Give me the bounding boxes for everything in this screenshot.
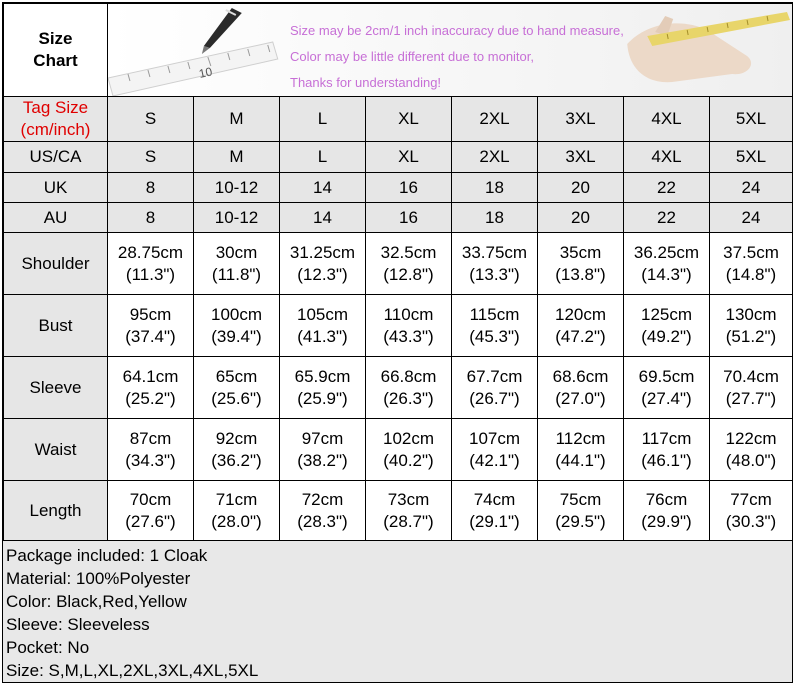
inch-value: (29.5") (555, 512, 606, 531)
inch-value: (29.1") (469, 512, 520, 531)
inch-value: (14.3") (641, 264, 692, 284)
measure-cell (280, 233, 366, 295)
info-line-pocket: Pocket: No (6, 638, 90, 657)
banner-row (4, 4, 793, 97)
cm-value: 71cm (215, 490, 258, 509)
measure-cell (366, 295, 452, 357)
cm-value: 66.8cm (380, 366, 437, 386)
measure-cell (108, 357, 194, 419)
inch-value: (40.2") (383, 450, 434, 470)
inch-value: (27.6") (125, 512, 176, 531)
inch-value: (26.3") (383, 388, 434, 408)
measure-row-sleeve (4, 357, 793, 419)
measure-cell (452, 419, 538, 481)
size-cell: 10-12 (194, 203, 280, 233)
size-cell: 24 (710, 203, 793, 233)
size-cell: 16 (366, 173, 452, 203)
cm-value: 105cm (296, 304, 349, 324)
row-label: Waist (4, 419, 108, 481)
inch-value: (29.9") (641, 512, 692, 531)
cm-value: 97cm (301, 428, 344, 448)
size-cell: 16 (366, 203, 452, 233)
inch-value: (25.2") (125, 388, 176, 408)
measure-cell (710, 295, 793, 357)
inch-value: (27.4") (641, 388, 692, 408)
measure-cell (108, 419, 194, 481)
cm-value: 64.1cm (122, 366, 179, 386)
inch-value: (25.9") (297, 388, 348, 408)
cm-value: 130cm (725, 304, 777, 324)
note-line: Thanks for understanding! (290, 75, 442, 90)
tag-size-cell: L (280, 97, 366, 142)
tag-size-cell: 4XL (624, 97, 710, 142)
tag-size-cell: S (108, 97, 194, 142)
measure-cell (280, 481, 366, 542)
measure-cell (452, 481, 538, 542)
info-line-sleeve: Sleeve: Sleeveless (6, 615, 150, 634)
cm-value: 76cm (645, 490, 688, 509)
cm-value: 75cm (559, 490, 602, 509)
measure-row-shoulder (4, 233, 793, 295)
inch-value: (45.3") (469, 326, 520, 346)
inch-value: (26.7") (469, 388, 520, 408)
inch-value: (11.8") (211, 264, 262, 284)
size-cell: S (108, 142, 194, 173)
measure-cell (538, 481, 624, 542)
cm-value: 37.5cm (723, 242, 779, 262)
measure-cell (624, 295, 710, 357)
inch-value: (46.1") (641, 450, 692, 470)
cm-value: 70.4cm (723, 366, 779, 386)
size-chart-title (4, 4, 108, 97)
cm-value: 72cm (301, 490, 344, 509)
title-line-1: Size (38, 29, 73, 48)
measure-cell (108, 481, 194, 542)
measure-cell (280, 295, 366, 357)
inch-value: (30.3") (725, 512, 777, 531)
size-chart-table (3, 3, 793, 542)
measure-cell (194, 481, 280, 542)
info-line-color: Color: Black,Red,Yellow (6, 592, 187, 611)
inch-value: (27.7") (725, 388, 777, 408)
inch-value: (28.7") (383, 512, 434, 531)
cm-value: 110cm (383, 304, 434, 324)
cm-value: 95cm (129, 304, 172, 324)
inch-value: (48.0") (725, 450, 777, 470)
cm-value: 77cm (730, 490, 772, 509)
inch-value: (43.3") (383, 326, 434, 346)
ruler-number: 10 (197, 64, 214, 81)
inch-value: (28.0") (211, 512, 262, 531)
title-line-2: Chart (33, 51, 78, 70)
measure-cell (366, 419, 452, 481)
size-cell: 24 (710, 173, 793, 203)
cm-value: 65cm (215, 366, 258, 386)
cm-value: 30cm (215, 242, 258, 262)
measure-cell (366, 357, 452, 419)
tag-size-cell: 5XL (710, 97, 793, 142)
measure-row-bust (4, 295, 793, 357)
size-cell: L (280, 142, 366, 173)
cm-value: 67.7cm (466, 366, 523, 386)
cm-value: 73cm (387, 490, 430, 509)
inch-value: (27.0") (555, 388, 606, 408)
measure-cell (624, 419, 710, 481)
measure-cell (194, 295, 280, 357)
size-row-us-ca (4, 142, 793, 173)
inch-value: (14.8") (725, 264, 777, 284)
row-label: Bust (4, 295, 108, 357)
size-cell: M (194, 142, 280, 173)
measure-row-length (4, 481, 793, 542)
measure-cell (452, 357, 538, 419)
tag-size-cell: 2XL (452, 97, 538, 142)
size-cell: XL (366, 142, 452, 173)
info-line-material: Material: 100%Polyester (6, 569, 191, 588)
measure-cell (452, 295, 538, 357)
cm-value: 69.5cm (638, 366, 695, 386)
inch-value: (11.3") (125, 264, 176, 284)
cm-value: 112cm (555, 428, 606, 448)
size-cell: 10-12 (194, 173, 280, 203)
cm-value: 28.75cm (117, 242, 184, 262)
tag-size-cell: XL (366, 97, 452, 142)
measure-cell (624, 357, 710, 419)
size-cell: 20 (538, 173, 624, 203)
row-label: AU (4, 203, 108, 233)
size-cell: 8 (108, 173, 194, 203)
inch-value: (42.1") (469, 450, 520, 470)
cm-value: 87cm (129, 428, 172, 448)
size-cell: 5XL (710, 142, 793, 173)
inch-value: (13.3") (469, 264, 520, 284)
cm-value: 68.6cm (552, 366, 609, 386)
info-line-size: Size: S,M,L,XL,2XL,3XL,4XL,5XL (6, 661, 259, 680)
row-label: UK (4, 173, 108, 203)
inch-value: (28.3") (297, 512, 348, 531)
size-chart-sheet (2, 2, 793, 683)
cm-value: 120cm (554, 304, 607, 324)
measure-cell (538, 419, 624, 481)
measure-cell (366, 233, 452, 295)
size-cell: 8 (108, 203, 194, 233)
tag-size-label-line-1: Tag Size (22, 98, 89, 117)
size-cell: 4XL (624, 142, 710, 173)
cm-value: 115cm (469, 304, 520, 324)
cm-value: 70cm (129, 490, 172, 509)
inch-value: (36.2") (211, 450, 262, 470)
measure-cell (538, 357, 624, 419)
size-cell: 22 (624, 173, 710, 203)
banner (108, 4, 793, 97)
inch-value: (13.8") (555, 264, 606, 284)
size-row-au (4, 203, 793, 233)
measure-cell (280, 357, 366, 419)
measure-cell (538, 295, 624, 357)
measure-cell (280, 419, 366, 481)
measure-cell (710, 419, 793, 481)
cm-value: 32.5cm (380, 242, 437, 262)
inch-value: (47.2") (555, 326, 606, 346)
inch-value: (39.4") (211, 326, 262, 346)
cm-value: 117cm (641, 428, 692, 448)
size-cell: 20 (538, 203, 624, 233)
size-cell: 14 (280, 203, 366, 233)
inch-value: (51.2") (725, 326, 777, 346)
inch-value: (41.3") (297, 326, 348, 346)
tag-size-label (4, 97, 108, 142)
measure-cell (710, 233, 793, 295)
measure-cell (452, 233, 538, 295)
size-row-uk (4, 173, 793, 203)
measure-cell (108, 233, 194, 295)
size-cell: 18 (452, 173, 538, 203)
row-label: Length (4, 481, 108, 542)
inch-value: (12.8") (383, 264, 434, 284)
cm-value: 31.25cm (289, 242, 356, 262)
tag-size-cell: 3XL (538, 97, 624, 142)
inch-value: (44.1") (555, 450, 606, 470)
measure-cell (710, 481, 793, 542)
cm-value: 125cm (640, 304, 693, 324)
tag-size-row (4, 97, 793, 142)
tag-size-label-line-2: (cm/inch) (20, 120, 91, 139)
measure-cell (624, 233, 710, 295)
measure-cell (194, 233, 280, 295)
cm-value: 74cm (473, 490, 516, 509)
row-label: Shoulder (4, 233, 108, 295)
cm-value: 102cm (382, 428, 435, 448)
size-cell: 3XL (538, 142, 624, 173)
cm-value: 100cm (210, 304, 263, 324)
note-line: Color may be little different due to monitor, (290, 49, 534, 64)
tag-size-cell: M (194, 97, 280, 142)
measure-cell (194, 357, 280, 419)
inch-value: (12.3") (297, 264, 348, 284)
inch-value: (37.4") (125, 326, 176, 346)
note-line: Size may be 2cm/1 inch inaccuracy due to hand measure, (290, 23, 624, 38)
measure-cell (194, 419, 280, 481)
cm-value: 33.75cm (461, 242, 528, 262)
product-info (3, 540, 792, 682)
inch-value: (49.2") (641, 326, 692, 346)
cm-value: 107cm (468, 428, 521, 448)
size-cell: 18 (452, 203, 538, 233)
size-cell: 22 (624, 203, 710, 233)
inch-value: (38.2") (297, 450, 348, 470)
size-cell: 2XL (452, 142, 538, 173)
row-label: Sleeve (4, 357, 108, 419)
cm-value: 65.9cm (294, 366, 351, 386)
measure-cell (366, 481, 452, 542)
cm-value: 92cm (215, 428, 258, 448)
row-label: US/CA (4, 142, 108, 173)
info-line-package: Package included: 1 Cloak (6, 546, 208, 565)
cm-value: 35cm (559, 242, 602, 262)
inch-value: (34.3") (125, 450, 176, 470)
inch-value: (25.6") (211, 388, 262, 408)
measure-cell (710, 357, 793, 419)
measure-cell (538, 233, 624, 295)
cm-value: 36.25cm (633, 242, 700, 262)
measure-cell (108, 295, 194, 357)
cm-value: 122cm (725, 428, 777, 448)
measure-row-waist (4, 419, 793, 481)
measure-cell (624, 481, 710, 542)
measurement-notes (290, 18, 624, 96)
size-cell: 14 (280, 173, 366, 203)
